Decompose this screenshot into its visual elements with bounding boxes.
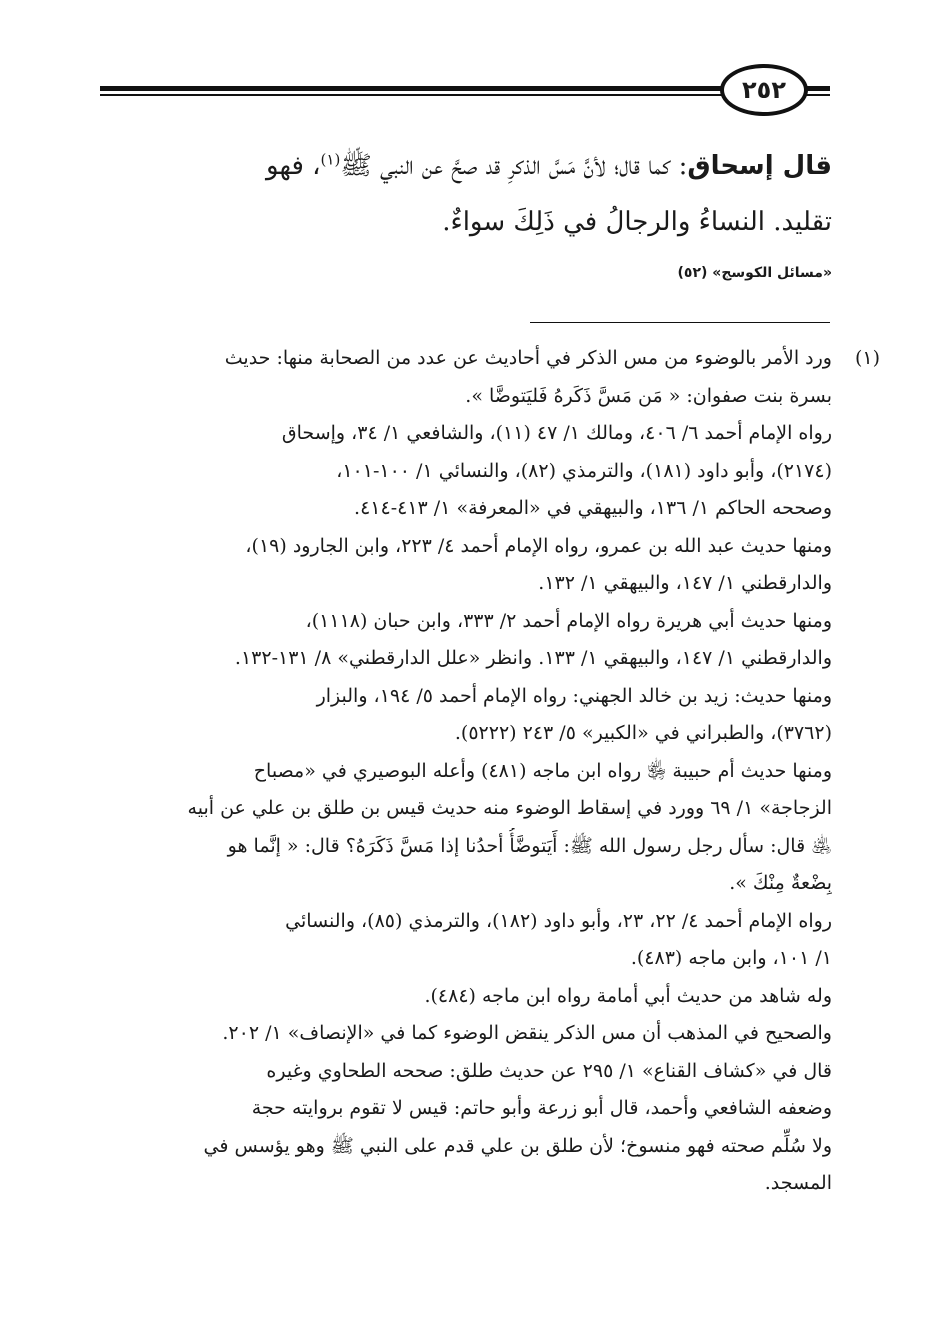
footnote-line: بِضْعةٌ مِنْكَ ». [729,872,832,894]
footnote-line: ومنها حديث عبد الله بن عمرو، رواه الإمام أحمد ٤/ ٢٢٣، وابن الجارود (١٩)، [245,534,832,557]
footnote-line: قال في «كشاف القناع» ١/ ٢٩٥ عن حديث طلق: صححه الطحاوي وغيره [266,1059,832,1082]
footnote-line: ومنها حديث أم حبيبة ﵂ رواه ابن ماجه (٤٨١) وأعله البوصيري في «مصباح [253,759,832,782]
footnote-line: ورد الأمر بالوضوء من مس الذكر في أحاديث عن عدد من الصحابة منها: حديث [224,347,832,369]
footnote-line: ومنها حديث أبي هريرة رواه الإمام أحمد ٢/ ٣٣٣، وابن حبان (١١١٨)، [305,609,832,632]
footnote-line: بسرة بنت صفوان: « مَن مَسَّ ذَكَرهُ فَليَتوضَّا ». [465,384,832,407]
footnotes [102,340,880,1203]
footnote-separator [530,322,830,323]
footnote-line: ﵁ قال: سأل رجل رسول الله ﷺ: أَيَتوضَّأُ أحدُنا إذا مَسَّ ذَكَرَهُ؟ قال: « إنَّما هو [227,834,832,857]
page-number: ٢٥٢ [720,64,808,116]
footnote-line: وله شاهد من حديث أبي أمامة رواه ابن ماجه (٤٨٤). [424,984,832,1007]
footnote-line: وضعفه الشافعي وأحمد، قال أبو زرعة وأبو حاتم: قيس لا تقوم بروايته حجة [251,1097,832,1119]
main-line-1 [102,138,832,194]
footnote-line: (٢١٧٤)، وأبو داود (١٨١)، والترمذي (٨٢)، والنسائي ١/ ١٠٠-١٠١، [336,459,832,482]
speaker-name: قال إسحاق [687,151,832,181]
footnote-line: وصححه الحاكم ١/ ١٣٦، والبيهقي في «المعرفة» ١/ ٤١٣-٤١٤. [354,497,832,519]
main-line-1-text: : كما قال؛ لأنَّ مَسَّ الذكرِ قد صحَّ عن النبي ﷺ [340,151,688,181]
page-header [100,62,830,120]
footnote-line: رواه الإمام أحمد ٤/ ٢٢، ٢٣، وأبو داود (١٨٢)، والترمذي (٨٥)، والنسائي [285,909,832,932]
main-text [102,138,832,250]
footnote-line: ولا سُلِّم صحته فهو منسوخ؛ لأن طلق بن علي قدم على النبي ﷺ وهو يؤسس في [203,1134,832,1157]
footnote-line: ١/ ١٠١، وابن ماجه (٤٨٣). [630,947,832,969]
footnote-marker: (١) [854,347,880,369]
footnote-1 [102,340,880,1203]
footnote-line: والدارقطني ١/ ١٤٧، والبيهقي ١/ ١٣٢. [538,572,832,594]
main-line-1-end: ، فهو [266,151,321,181]
source-citation: «مسائل الكوسج» (٥٢) [677,265,832,281]
main-line-2: تقليد. النساءُ والرجالُ في ذَلِكَ سواءٌ. [442,207,832,237]
footnote-line: ومنها حديث: زيد بن خالد الجهني: رواه الإمام أحمد ٥/ ١٩٤، والبزار [316,684,832,707]
footnote-reference[interactable]: (١) [320,150,341,169]
footnote-line: والصحيح في المذهب أن مس الذكر ينقض الوضوء كما في «الإنصاف» ١/ ٢٠٢. [222,1022,832,1044]
footnote-line: والدارقطني ١/ ١٤٧، والبيهقي ١/ ١٣٣. وانظر «علل الدارقطني» ٨/ ١٣١-١٣٢. [234,647,832,669]
footnote-line: الزجاجة» ١/ ٦٩ وورد في إسقاط الوضوء منه حديث قيس بن طلق بن علي عن أبيه [187,797,832,819]
footnote-line: رواه الإمام أحمد ٦/ ٤٠٦، ومالك ١/ ٤٧ (١١)، والشافعي ١/ ٣٤، وإسحاق [281,422,832,444]
footnote-line: (٣٧٦٢)، والطبراني في «الكبير» ٥/ ٢٤٣ (٥٢٢٢). [454,722,832,744]
footnote-lines [102,340,832,1203]
footnote-line: المسجد. [764,1172,832,1194]
